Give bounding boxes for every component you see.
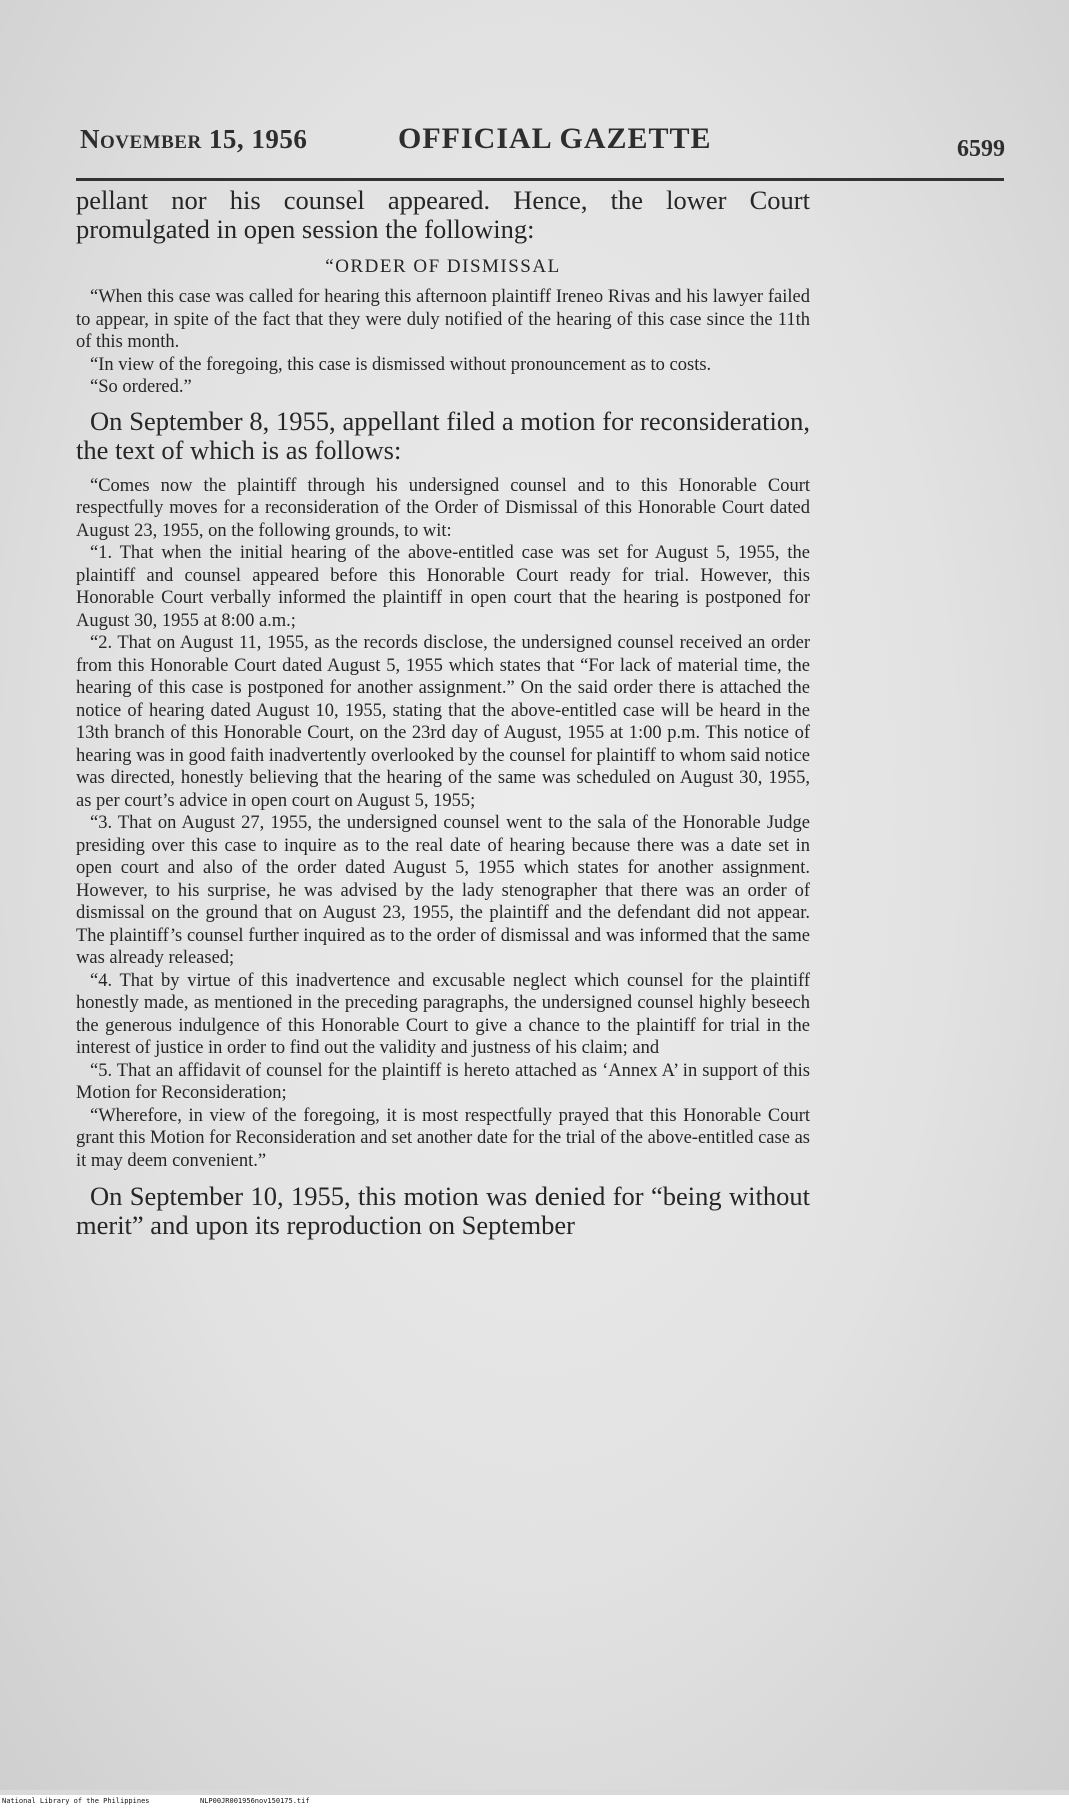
page-header (80, 118, 1005, 162)
order-heading: “ORDER OF DISMISSAL (325, 256, 561, 277)
closing-paragraph: On September 10, 1955, this motion was denied for “being without merit” and upon its reproduction on September (76, 1181, 810, 1240)
header-rule (76, 178, 1004, 181)
header-date: November 15, 1956 (80, 124, 308, 154)
scan-footer (0, 1795, 1069, 1808)
motion-paragraph: “5. That an affidavit of counsel for the plaintiff is hereto attached as ‘Annex A’ in support of this Motion for Reconsideration; (76, 1060, 810, 1103)
header-title: OFFICIAL GAZETTE (398, 122, 712, 155)
order-paragraph: “When this case was called for hearing this afternoon plaintiff Ireneo Rivas and his lawyer failed to appear, in spite of the fact that they were duly notified of the hearing of this case since the 11th of this month. (76, 287, 810, 352)
intro-paragraph: pellant nor his counsel appeared. Hence, the lower Court promulgated in open session the following: (76, 185, 810, 244)
motion-paragraph: “Comes now the plaintiff through his undersigned counsel and to this Honorable Court respectfully moves for a reconsideration of the Order of Dismissal of this Honorable Court dated August 23, 1955, on the following grounds, to wit: (76, 475, 810, 541)
motion-paragraph: “1. That when the initial hearing of the above-entitled case was set for August 5, 1955, the plaintiff and counsel appeared before this Honorable Court ready for trial. However, this Honorable Court verbally informed the plaintiff in open court that the hearing is postponed for August 30, 1955 at 8:00 a.m.; (76, 543, 810, 631)
motion-paragraph: “2. That on August 11, 1955, as the records disclose, the undersigned counsel received an order from this Honorable Court dated August 5, 1955 which states that “For lack of material time, the hearing of this case is postponed for another assignment.” On the said order there is attached the notice of hearing dated August 10, 1955, stating that the above-entitled case will be heard in the 13th branch of this Honorable Court, on the 23rd day of August, 1955 at 1:00 p.m. This notice of hearing was in good faith inadvertently overlooked by the counsel for plaintiff to whom said notice was directed, honestly believing that the hearing of the same was scheduled on August 30, 1955, as per court’s advice in open court on August 5, 1955; (76, 633, 810, 811)
order-paragraph: “So ordered.” (90, 377, 192, 397)
page-number: 6599 (957, 136, 1005, 162)
motion-intro-paragraph: On September 8, 1955, appellant filed a motion for reconsideration, the text of which is as follows: (76, 405, 810, 465)
order-paragraph: “In view of the foregoing, this case is dismissed without pronouncement as to costs. (90, 354, 712, 375)
motion-paragraph: “4. That by virtue of this inadvertence and excusable neglect which counsel for the plaintiff honestly made, as mentioned in the preceding paragraphs, the undersigned counsel highly beseech the generous indulgence of this Honorable Court to give a chance to the plaintiff for trial in the interest of justice in order to find out the validity and justness of his claim; and (76, 970, 810, 1058)
page-body (76, 186, 810, 1240)
motion-paragraph: “3. That on August 27, 1955, the undersigned counsel went to the sala of the Honorable Judge presiding over this case to inquire as to the real date of hearing because there was a date set in open court and also of the order dated August 5, 1955 which states for another assignment. However, to his surprise, he was advised by the lady stenographer that there was an order of dismissal on the ground that on August 23, 1955, the plaintiff and the defendant did not appear. The plaintiff’s counsel further inquired as to the order of dismissal and was informed that the same was already released; (76, 813, 810, 968)
footer-file-id: NLP00JR001956nov150175.tif (200, 1797, 310, 1805)
motion-paragraph: “Wherefore, in view of the foregoing, it is most respectfully prayed that this Honorable Court grant this Motion for Reconsideration and set another date for the trial of the above-entitled case as it may deem convenient.” (76, 1105, 810, 1171)
footer-library: National Library of the Philippines (2, 1797, 150, 1805)
